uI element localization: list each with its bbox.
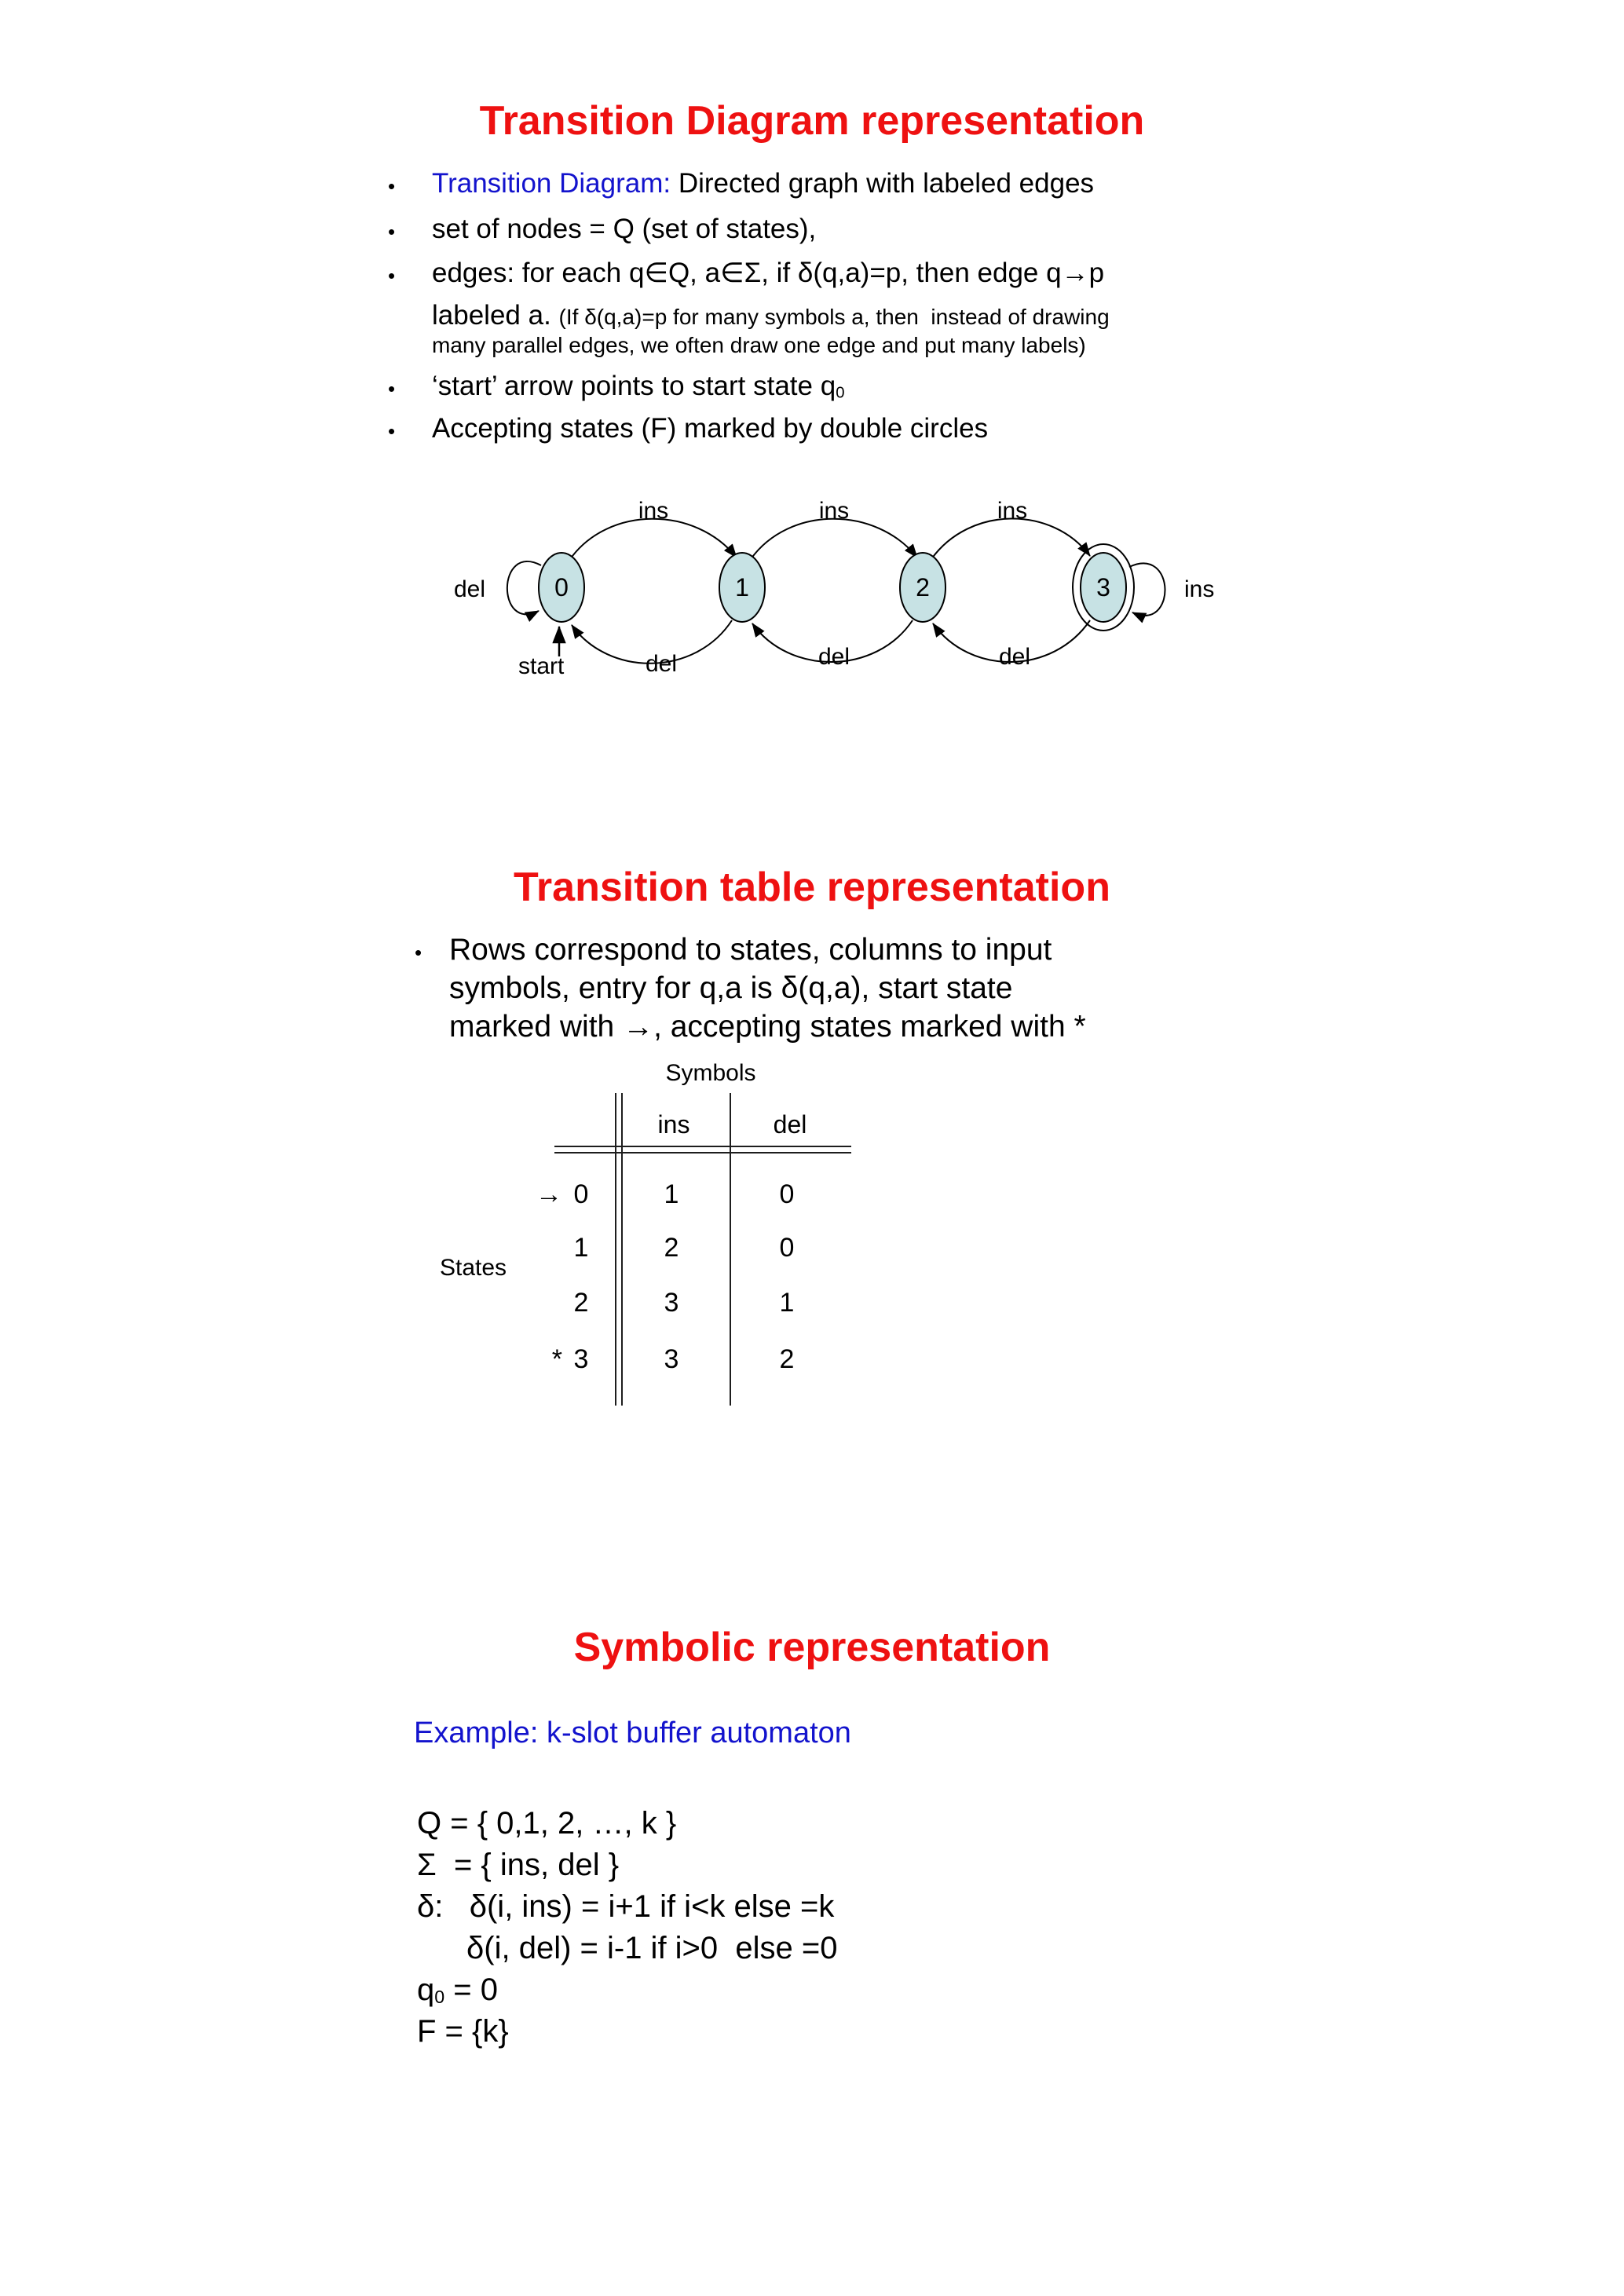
state-label-1: 1 [735, 573, 749, 601]
slide1-bullet-4 [432, 371, 844, 403]
slide2-bullet-line1: Rows correspond to states, columns to input [449, 933, 1052, 967]
q0-subscript: 0 [434, 1987, 445, 2008]
edge-label-del-3: del [998, 644, 1031, 670]
bullet-dot: • [388, 174, 396, 198]
table-row3-ins: 3 [664, 1344, 679, 1374]
table-row2-ins: 3 [664, 1288, 679, 1318]
edge-label-del-1: del [645, 651, 678, 677]
slide1-bullet-5: Accepting states (F) marked by double circles [432, 413, 989, 444]
table-rule-horizontal-double-b [554, 1152, 851, 1153]
q0-base: q [417, 1972, 435, 2007]
slide1-bullet-1 [432, 168, 1094, 199]
bullet-dot: • [388, 220, 396, 243]
slide3-title: Symbolic representation [573, 1625, 1051, 1670]
bullet-1-term: Transition Diagram: [432, 168, 671, 199]
table-row2-state: 2 [573, 1288, 589, 1318]
edge-label-ins-2: ins [818, 498, 850, 524]
bullet-dot: • [388, 419, 396, 443]
slide2-bullet-line3: marked with →, accepting states marked with * [449, 1010, 1086, 1044]
bullet-4-main: ‘start’ arrow points to start state q [432, 371, 836, 401]
table-row0-ins: 1 [664, 1179, 679, 1209]
slide1-bullet-2: set of nodes = Q (set of states), [432, 214, 817, 244]
start-label: start [518, 653, 565, 679]
symbolic-q-set: Q = { 0,1, 2, …, k } [417, 1806, 677, 1841]
bullet-3-note-1: (If δ(q,a)=p for many symbols a, then instead of drawing [558, 305, 1110, 329]
bullet-1-rest: Directed graph with labeled edges [671, 168, 1095, 199]
table-row1-del: 0 [779, 1233, 795, 1263]
table-row3-del: 2 [779, 1344, 795, 1374]
table-row0-start-marker: → [536, 1179, 562, 1209]
bullet-dot: • [415, 941, 422, 964]
q0-rest: = 0 [444, 1972, 498, 2007]
table-row1-ins: 2 [664, 1233, 679, 1263]
bullet-4-subscript: 0 [836, 384, 845, 402]
slide1-bullet-3-line1: edges: for each q∈Q, a∈Σ, if δ(q,a)=p, then edge q→p [432, 258, 1105, 288]
state-label-3: 3 [1096, 573, 1110, 601]
table-col-header-ins: ins [657, 1110, 690, 1139]
edge-label-ins-3: ins [997, 498, 1028, 524]
table-rule-horizontal-double-a [554, 1146, 851, 1147]
symbolic-q0 [417, 1972, 498, 2008]
self-loop-del-state0 [507, 561, 541, 614]
symbolic-delta-ins: δ: δ(i, ins) = i+1 if i<k else =k [417, 1889, 835, 1924]
edge-ins-2-3 [931, 518, 1090, 559]
slide1-title: Transition Diagram representation [479, 98, 1145, 144]
table-row2-del: 1 [779, 1288, 795, 1318]
table-col-header-del: del [773, 1110, 807, 1139]
table-row0-del: 0 [779, 1179, 795, 1209]
bullet-3-labeled-a: labeled a. [432, 300, 559, 331]
bullet-dot: • [388, 264, 396, 287]
loop-label-ins: ins [1184, 576, 1215, 602]
table-rule-vertical-double-b [621, 1093, 623, 1406]
loop-label-del: del [453, 576, 486, 602]
slide2-title: Transition table representation [514, 865, 1110, 910]
symbolic-f-set: F = {k} [417, 2014, 509, 2049]
bullet-dot: • [388, 377, 396, 400]
edge-label-ins-1: ins [638, 498, 669, 524]
table-row3-state: 3 [573, 1344, 589, 1374]
state-label-0: 0 [554, 573, 569, 601]
edge-label-del-2: del [817, 644, 850, 670]
symbolic-delta-del: δ(i, del) = i-1 if i>0 else =0 [466, 1931, 838, 1965]
table-row1-state: 1 [573, 1233, 589, 1263]
table-symbols-label: Symbols [665, 1060, 756, 1086]
state-label-2: 2 [916, 573, 930, 601]
edge-ins-1-2 [751, 519, 917, 559]
slide1-bullet-3-note-2: many parallel edges, we often draw one edge and put many labels) [432, 333, 1086, 357]
slide3-example-label: Example: k-slot buffer automaton [414, 1717, 851, 1749]
edge-ins-0-1 [570, 519, 737, 559]
table-states-label: States [440, 1255, 507, 1281]
slide2-bullet-line2: symbols, entry for q,a is δ(q,a), start state [449, 971, 1013, 1005]
table-row0-state: 0 [573, 1179, 589, 1209]
slide1-bullet-3-line2 [432, 300, 1110, 331]
table-row3-accepting-marker: * [551, 1344, 562, 1374]
state-transition-diagram [424, 477, 1304, 729]
table-rule-vertical-double-a [615, 1093, 616, 1406]
table-rule-vertical-single [730, 1093, 731, 1406]
symbolic-sigma: Σ = { ins, del } [417, 1848, 620, 1882]
